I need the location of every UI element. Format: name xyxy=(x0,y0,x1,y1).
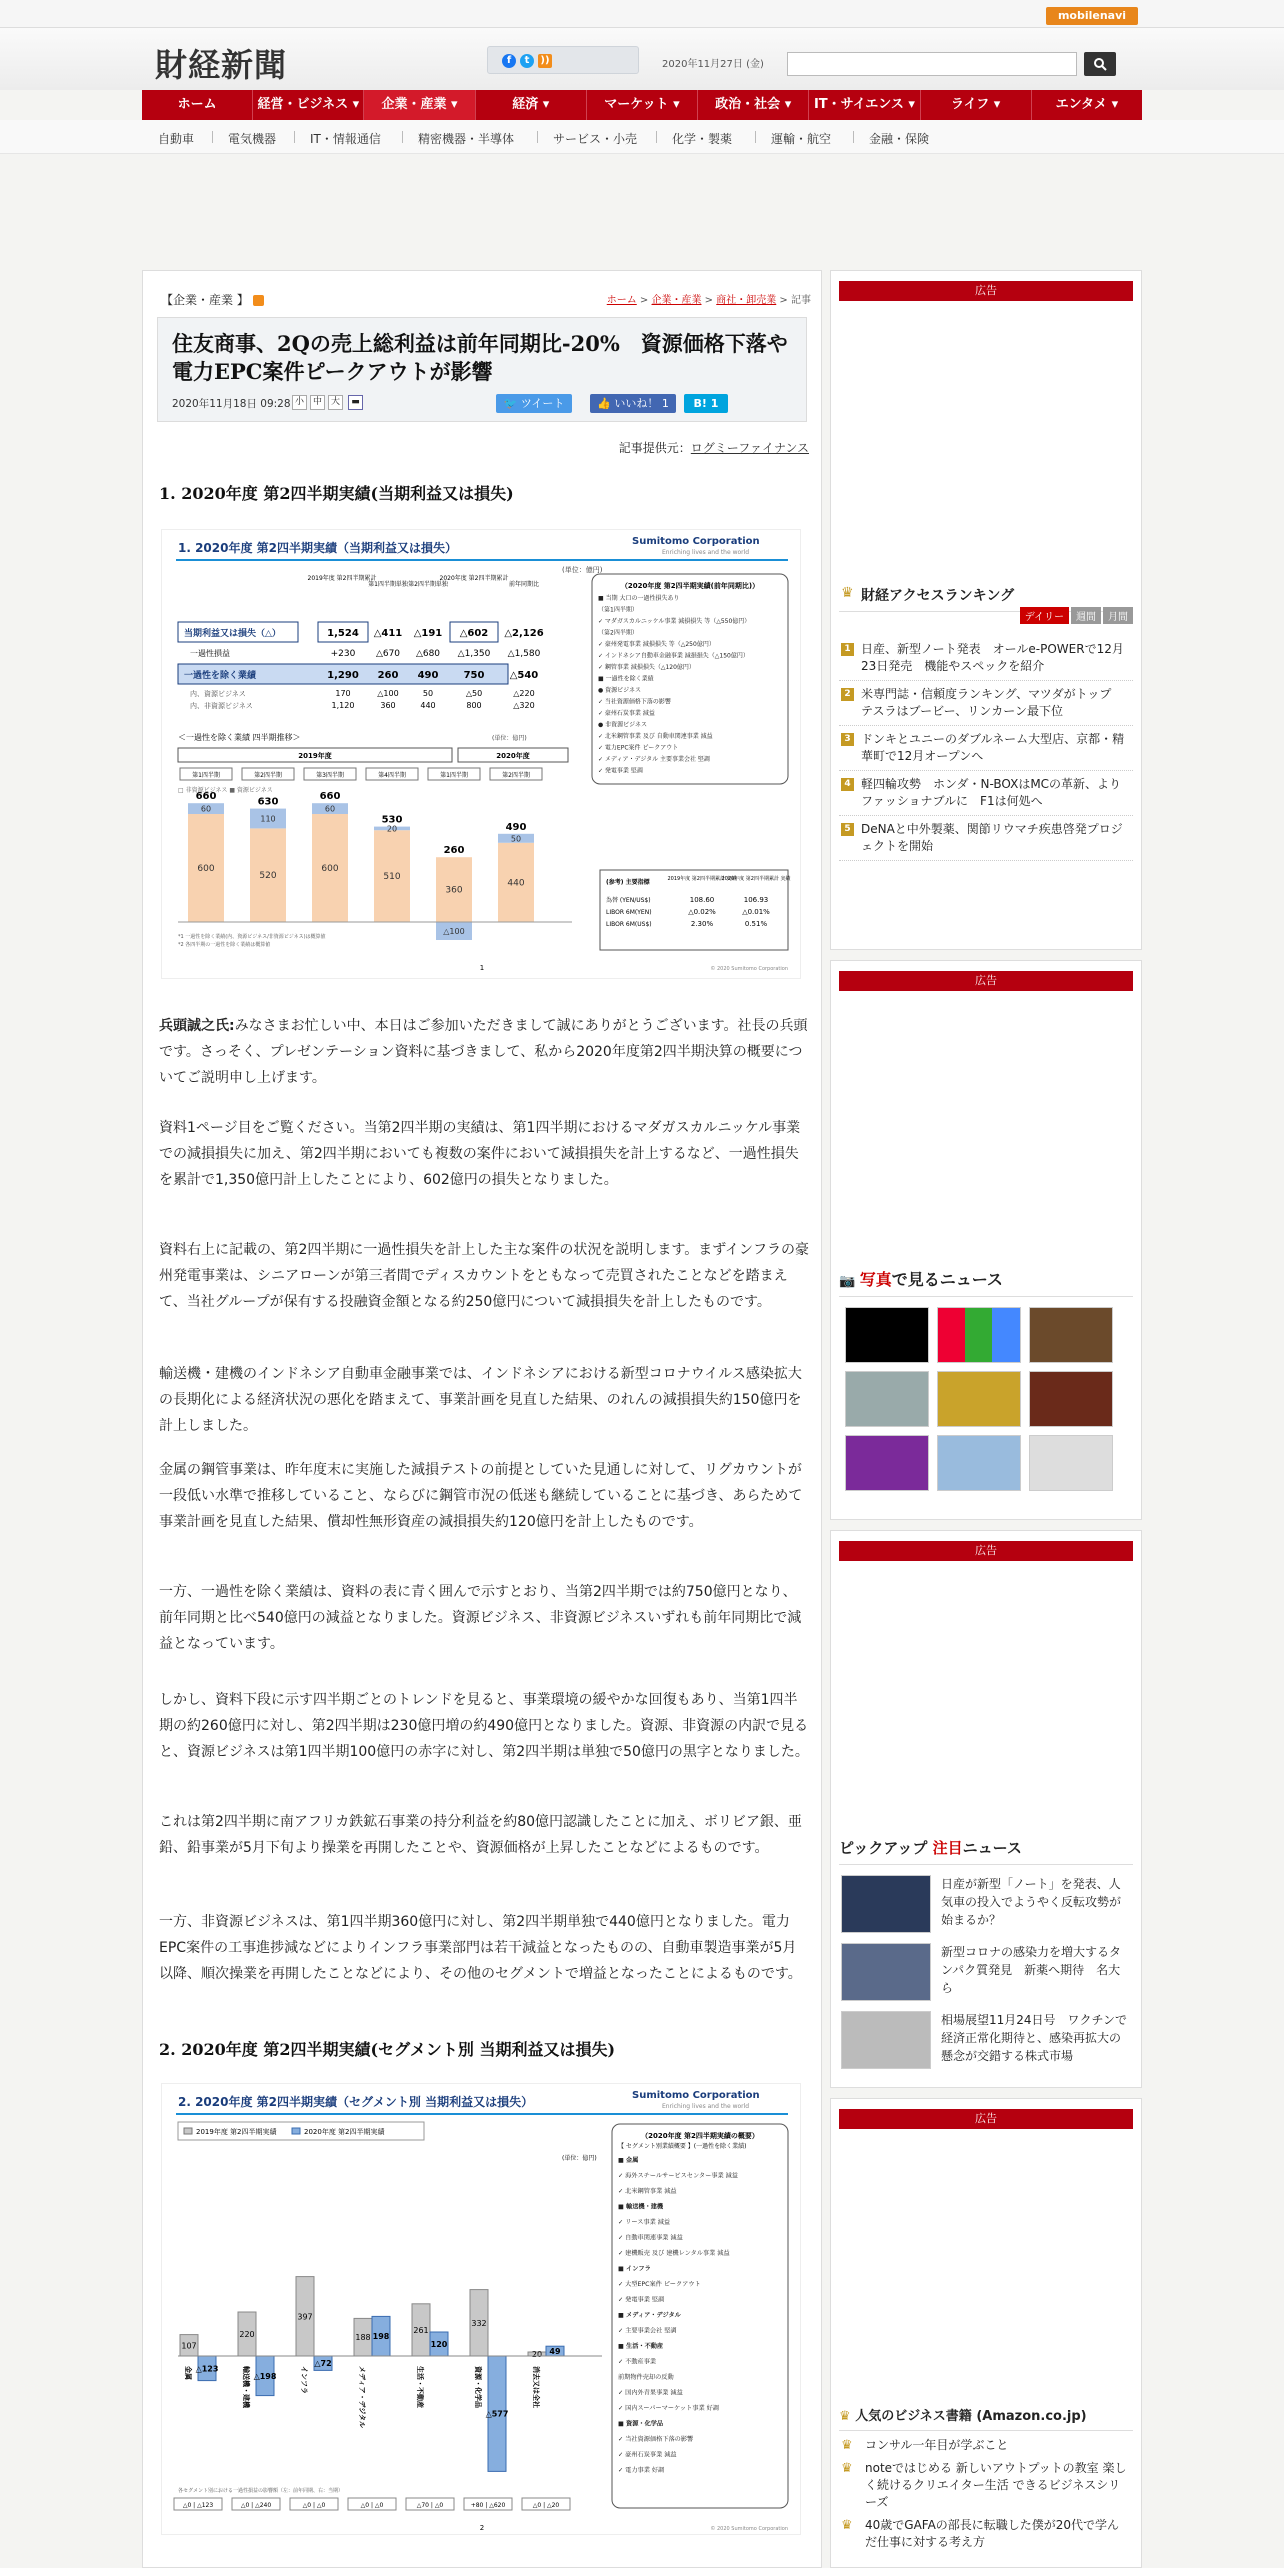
font-size-small-button[interactable]: 小 xyxy=(292,395,307,410)
hatena-bookmark-button[interactable]: B! 1 xyxy=(684,394,728,413)
slide2-category-label: 資源・化学品 xyxy=(474,2366,482,2408)
slide1-copyright: © 2020 Sumitomo Corporation xyxy=(710,966,788,972)
slide2-one-off-value: △0 | △123 xyxy=(182,2502,214,2509)
slide1-note-line: ✓ インドネシア自動車金融事業 減損損失（△150億円） xyxy=(598,652,749,660)
slide2-one-off-value: +80 | △620 xyxy=(470,2502,506,2509)
slide1-row3-label: 内、資源ビジネス xyxy=(190,690,246,698)
paragraph-7: しかし、資料下段に示す四半期ごとのトレンドを見ると、事業環境の緩やかな回復もあり、当第1四半期の約260億円に対し、第2四半期は230億円増の約490億円となりました。資源、非資源の内訳で見ると、資源ビジネスは第1四半期100億円の赤字に対し、第2四半期は単独で50億円の黒字となりました。 xyxy=(159,1692,809,1760)
article-header xyxy=(157,317,807,422)
slide1-fy2019: 2019年度 xyxy=(298,752,332,760)
slide2-bar-label: 261 xyxy=(413,2325,429,2335)
article-title: 住友商事、2Qの売上総利益は前年同期比-20% 資源価格下落や電力EPC案件ピークアウトが影響 xyxy=(172,331,788,384)
book-item[interactable]: ♛ コンサル一年目が学ぶこと xyxy=(841,2438,1009,2453)
slide1-note-line: ✓ 豪州発電事業 減損損失 等（△250億円） xyxy=(598,641,715,648)
slide2-note-line: ✓ 自動車関連事業 減益 xyxy=(618,2234,683,2242)
slide1-brand-sub: Enriching lives and the world xyxy=(662,549,750,556)
slide1-row2-label: 一過性を除く業績 xyxy=(184,671,257,681)
slide2-legend-0: 2019年度 第2四半期実績 xyxy=(196,2128,277,2136)
photo-thumb[interactable] xyxy=(937,1371,1021,1427)
camera-icon: 📷 xyxy=(839,1274,860,1289)
ranking-title: ♛ 財経アクセスランキング xyxy=(839,579,1133,612)
like-icon: 👍 xyxy=(597,397,615,410)
slide2-note-line: 前期物件売却の反動 xyxy=(618,2374,674,2381)
slide1-bar-label: 510 xyxy=(383,872,401,883)
slide1-bar-label: 600 xyxy=(197,864,215,874)
slide2-bar-label: 198 xyxy=(372,2332,390,2342)
slide1-note-line: ✓ 当社資源価格下落の影響 xyxy=(598,698,671,706)
article-category: 【企業・産業 】 xyxy=(161,291,264,308)
pickup-item[interactable]: 日産が新型「ノート」を発表、人気車の投入でようやく反転攻勢が始まるか？ xyxy=(841,1875,1131,1933)
slide1-row1-v2: △680 xyxy=(415,649,441,659)
slide2-bar-label: 188 xyxy=(355,2333,371,2343)
print-icon[interactable]: ▬ xyxy=(348,395,363,410)
facebook-like-button[interactable]: 👍 いいね！ 1 xyxy=(590,394,676,413)
slide2-page: 2 xyxy=(479,2524,485,2532)
slide1-note-line: ✓ 発電事業 堅調 xyxy=(598,767,643,775)
slide2-note-line: ✓ 電力事業 好調 xyxy=(618,2467,665,2474)
slide1-bar-label: 60 xyxy=(324,804,336,814)
sidebar-block-2 xyxy=(830,960,1142,1520)
twitter-icon: 🐦 xyxy=(503,397,521,410)
slide2-one-off-row xyxy=(174,2498,570,2510)
tab-daily[interactable]: デイリー xyxy=(1020,607,1069,624)
slide1-note-line: ✓ 豪州石炭事業 減益 xyxy=(598,710,655,717)
slide1-note-line: （第1四半期） xyxy=(598,606,638,614)
slide1-ref-value: 2.30% xyxy=(690,920,714,928)
subnav-item[interactable]: 化学・製薬 xyxy=(672,132,733,146)
ad-label: 広告 xyxy=(839,971,1133,991)
slide2-note-line: ■ 輸送機・建機 xyxy=(618,2203,664,2211)
ad-slot xyxy=(831,301,1141,571)
slide2-note-line: ✓ 北米鋼管事業 減益 xyxy=(618,2188,677,2195)
photo-thumb[interactable] xyxy=(845,1307,929,1363)
slide1-row1-v0: +230 xyxy=(330,649,356,659)
slide2-segment-chart xyxy=(178,2277,602,2472)
photo-grid xyxy=(845,1307,1127,1491)
slide2-brand-sub: Enriching lives and the world xyxy=(662,2103,750,2110)
slide1-ref-label: 為替 (YEN/US$) xyxy=(606,897,651,904)
slide2-one-off-value: △0 | △0 xyxy=(360,2502,384,2509)
ad-slot xyxy=(831,991,1141,1261)
paragraph-2: 資料1ページ目をご覧ください。当第2四半期の実績は、第1四半期におけるマダガスカルニッケル事業での減損損失に加え、第2四半期においても複数の案件において減損損失を計上するなど、一過性損失を累計で1,350億円計上したことにより、602億円の損失となりました。 xyxy=(159,1120,801,1188)
gnav-market[interactable]: マーケット ▾ xyxy=(587,90,698,120)
slide2-bar-label: △198 xyxy=(253,2371,277,2381)
slide2-note-line: ✓ 海外スチールサービスセンター事業 減益 xyxy=(618,2172,738,2180)
slide1-row1-v4: △1,580 xyxy=(507,649,541,659)
social-bar xyxy=(487,46,639,74)
photo-thumb[interactable] xyxy=(845,1435,929,1491)
slide2-note-line: ✓ 国内スーパーマーケット事業 好調 xyxy=(618,2405,719,2412)
gnav-economy[interactable]: 経済 ▾ xyxy=(476,90,587,120)
slide1-trend-title: ＜一過性を除く業績 四半期推移＞ xyxy=(178,733,301,742)
gnav-home[interactable]: ホーム xyxy=(142,90,253,120)
slide1-bar-label: 520 xyxy=(259,871,277,882)
slide1-row3-v4: △220 xyxy=(513,689,535,698)
slide1-bar-label: △100 xyxy=(443,927,465,936)
slide1-bar-label: 110 xyxy=(260,814,276,824)
tweet-button[interactable]: 🐦 ツイート xyxy=(496,394,572,413)
slide1-ref-title: (参考) 主要指標 xyxy=(606,879,650,886)
slide1-note-line: ■ 当期 大口の一過性損失あり xyxy=(598,595,680,602)
slide1-bar-label: 20 xyxy=(386,824,398,834)
slide2-copyright: © 2020 Sumitomo Corporation xyxy=(710,2526,788,2532)
slide1-bar-label: 360 xyxy=(445,885,463,896)
facebook-icon[interactable]: f xyxy=(502,54,516,68)
gnav-business[interactable]: 経営・ビジネス ▾ xyxy=(253,90,364,120)
slide1-ref-label: LIBOR 6M(US$) xyxy=(606,921,652,928)
slide1-ref-value: 0.51% xyxy=(744,920,768,928)
slide1-note-line: ✓ メディア・デジタル 主要事業会社 堅調 xyxy=(598,756,710,763)
ad-label: 広告 xyxy=(839,1541,1133,1561)
slide1-row3-v2: 50 xyxy=(422,689,434,698)
slide1-row4-label: 内、非資源ビジネス xyxy=(190,702,253,710)
slide1-bar-total: 490 xyxy=(505,821,527,833)
slide2-note-line: ■ 金属 xyxy=(618,2157,639,2164)
access-ranking xyxy=(839,579,1133,861)
rss-icon[interactable] xyxy=(253,295,264,306)
section-heading-2: 2. 2020年度 第2四半期実績(セグメント別 当期利益又は損失) xyxy=(159,2040,616,2059)
slide1-row3-v0: 170 xyxy=(335,689,351,698)
site-header xyxy=(0,28,1284,90)
slide1-row3-v3: △50 xyxy=(465,689,483,698)
paragraph-9: 一方、非資源ビジネスは、第1四半期360億円に対し、第2四半期単独で440億円となりました。電力EPC案件の工事進捗減などによりインフラ事業部門は若干減益となったものの、自動車製造事業が5月以降、順次操業を再開したことなどにより、その他のセグメントで増益となったことによるものです。 xyxy=(159,1914,802,1982)
book-item[interactable]: ♛ noteではじめる 新しいアウトプットの教室 楽しく続けるクリエイター生活 できるビジネスシリーズ xyxy=(841,2461,1127,2509)
slide1-row2-v4: △540 xyxy=(509,670,539,681)
slide1-fy2020: 2020年度 xyxy=(496,752,530,760)
photo-thumb[interactable] xyxy=(1029,1307,1113,1363)
slide1-bar-total: 630 xyxy=(257,796,279,808)
twitter-icon[interactable]: t xyxy=(520,54,534,68)
slide1-row0-v4: △2,126 xyxy=(504,628,544,639)
slide2-brand: Sumitomo Corporation xyxy=(632,2090,760,2101)
ad-label: 広告 xyxy=(839,2109,1133,2129)
slide1-row3-v1: △100 xyxy=(377,689,399,698)
slide1-bar-total: 260 xyxy=(443,845,465,857)
ranking-item[interactable]: 5 DeNAと中外製薬、関節リウマチ疾患啓発プロジェクトを開始 xyxy=(839,816,1133,861)
slide2-note-line: ■ 資源・化学品 xyxy=(618,2420,664,2428)
slide1-row0-label: 当期利益又は損失（△） xyxy=(184,629,281,639)
paragraph-8: これは第2四半期に南アフリカ鉄鉱石事業の持分利益を約80億円認識したことに加え、ボリビア銀、亜鉛、鉛事業が5月下旬より操業を再開したことや、資源価格が上昇したことなどによるものです。 xyxy=(159,1814,802,1856)
slide2-unit: (単位：億円) xyxy=(562,2155,597,2162)
slide1-quarter-label: 第1四半期 xyxy=(192,772,220,779)
slide1-bar-label: 60 xyxy=(200,804,212,814)
slide1-note-line: ■ 一過性を除く業績 xyxy=(598,675,654,683)
slide1-footnote-0: *1 一過性を除く業績(内、資源ビジネス/非資源ビジネス)は概算値 xyxy=(178,934,326,940)
slide2-note-line: ✓ 大型EPC案件 ピークアウト xyxy=(618,2281,701,2288)
gnav-entame[interactable]: エンタメ ▾ xyxy=(1055,97,1119,112)
slide1-bar-label: 440 xyxy=(507,878,525,889)
slide1-quarter-label: 第2四半期 xyxy=(254,772,282,779)
font-size-large-button[interactable]: 大 xyxy=(328,395,343,410)
tab-weekly[interactable]: 週間 xyxy=(1071,607,1101,624)
slide2-note-line: ✓ 豪州石炭事業 減益 xyxy=(618,2451,677,2459)
slide2-note-sub: 【 セグメント別業績概要 】(一過性を除く業績) xyxy=(618,2143,747,2150)
slide1-note-line: ✓ マダガスカルニッケル事業 減損損失 等（△550億円） xyxy=(598,618,751,625)
slide2-category-label: 金属 xyxy=(184,2366,192,2380)
global-nav xyxy=(142,90,1142,120)
crown-icon: ♛ xyxy=(841,2518,853,2533)
slide1-row2-v1: 260 xyxy=(377,670,399,681)
photo-thumb[interactable] xyxy=(1029,1435,1113,1491)
slide2-category-label: メディア・デジタル xyxy=(358,2366,366,2429)
slide1-colh-4: 前年同期比 xyxy=(508,581,540,588)
slide1-ref-value: 106.93 xyxy=(743,896,769,904)
slide1-quarter-label: 第1四半期 xyxy=(440,772,468,779)
slide2-bar-label: 49 xyxy=(549,2347,561,2357)
slide1-bar-label: 600 xyxy=(321,864,339,874)
top-bar xyxy=(0,0,1284,28)
font-size-medium-button[interactable]: 中 xyxy=(310,395,325,410)
pickup-thumb xyxy=(841,1875,931,1933)
slide2-category-label: 消去又は全社 xyxy=(532,2366,540,2408)
slide1-note-line: ✓ 北米鋼管事業 及び 自動車関連事業 減益 xyxy=(598,733,713,740)
paragraph-3: 資料右上に記載の、第2四半期に一過性損失を計上した主な案件の状況を説明します。まずインフラの豪州発電事業は、シニアローンが第三者間でディスカウントをともなって売買されたことなどを踏まえて、当社グループが保有する投融資金額となる約250億円について減損損失を計上したものです。 xyxy=(159,1242,809,1310)
slide2-bar-label: △577 xyxy=(485,2409,509,2419)
photo-thumb[interactable] xyxy=(937,1307,1021,1363)
slide2-note-line: ✓ リース事業 減益 xyxy=(618,2219,671,2226)
photo-thumb[interactable] xyxy=(1029,1371,1113,1427)
slide1-trend-unit: (単位：億円) xyxy=(492,735,527,742)
pickup-title: ピックアップ 注目ニュース xyxy=(839,1831,1133,1865)
gnav-life[interactable]: ライフ ▾ xyxy=(921,90,1032,120)
slide1-page: 1 xyxy=(479,964,485,972)
paragraph-6: 一方、一過性を除く業績は、資料の表に青く囲んで示すとおり、当第2四半期では約750億円となり、前年同期と比べ540億円の減益となりました。資源ビジネス、非資源ビジネスいずれも前年同期比で減益となっています。 xyxy=(159,1584,802,1652)
breadcrumb-industry[interactable]: 企業・産業 xyxy=(651,295,702,306)
slide2-footer-note: 各セグメント別における一過性損益の影響額（左：前年同期、右：当期） xyxy=(178,2488,343,2494)
sidebar-block-4 xyxy=(830,2098,1142,2568)
slide2-bar-label: 120 xyxy=(430,2340,448,2349)
slide1-bar-label: 50 xyxy=(510,834,522,844)
slide2-category-label: 輸送機・建機 xyxy=(242,2366,250,2408)
section-heading-1: 1. 2020年度 第2四半期実績(当期利益又は損失) xyxy=(159,484,514,503)
sidebar-block-3 xyxy=(830,1530,1142,2088)
ranking-item[interactable]: 2 米専門誌・信頼度ランキング、マツダがトップ テスラはブービー、リンカーン最下位 xyxy=(839,681,1133,726)
crown-icon: ♛ xyxy=(839,2409,856,2424)
slide2-note-line: ■ インフラ xyxy=(618,2265,651,2273)
slide1-row0-v3: △602 xyxy=(459,628,489,639)
slide1-brand: Sumitomo Corporation xyxy=(632,536,760,547)
slide1-row2-v3: 750 xyxy=(463,670,485,681)
slide1-ref-col0: 2019年度 第2四半期累計 実績 xyxy=(667,876,737,882)
slide1-row0-v2: △191 xyxy=(413,628,443,639)
subnav-item[interactable]: 精密機器・半導体 xyxy=(418,132,515,146)
slide1-legend-nonres: 非資源ビジネス xyxy=(185,787,228,794)
subnav-item[interactable]: 自動車 xyxy=(158,132,195,146)
slide1-ref-col1: 2020年度 第2四半期累計 実績 xyxy=(721,876,791,882)
slide1-ref-label: LIBOR 6M(YEN) xyxy=(606,909,652,916)
slide1-bar-total: 660 xyxy=(319,791,341,803)
breadcrumb-current: 記事 xyxy=(791,295,811,306)
slide2-note-line: ■ 生活・不動産 xyxy=(618,2343,664,2350)
slide1-ref-value: △0.02% xyxy=(688,908,716,916)
search-input[interactable] xyxy=(787,52,1077,76)
slide2-one-off-value: △0 | △20 xyxy=(532,2502,560,2509)
slide1-note-line: （第2四半期） xyxy=(598,629,638,637)
books-title: ♛ 人気のビジネス書籍 (Amazon.co.jp) xyxy=(839,2399,1133,2431)
ranking-item[interactable]: 4 軽四輪攻勢 ホンダ・N-BOXはMCの革新、よりファッショナブルに F1は何処へ xyxy=(839,771,1133,816)
photo-news-title: 📷 写真で見るニュース xyxy=(839,1261,1133,1297)
slide2-category-label: 生活・不動産 xyxy=(416,2366,424,2408)
slide1-row4-v1: 360 xyxy=(380,701,396,710)
slide2-legend-1: 2020年度 第2四半期実績 xyxy=(304,2128,385,2136)
breadcrumb: ホーム > 企業・産業 > 商社・卸売業 > 記事 xyxy=(606,295,811,306)
slide1-row4-v4: △320 xyxy=(513,701,535,710)
slide1-note-title: （2020年度 第2四半期実績(前年同期比)） xyxy=(620,582,760,590)
slide1-legend-res: 資源ビジネス xyxy=(236,787,273,794)
crown-icon: ♛ xyxy=(841,585,854,601)
photo-thumb[interactable] xyxy=(937,1435,1021,1491)
subnav-item[interactable]: IT・情報通信 xyxy=(310,132,381,146)
header-date: 2020年11月27日 (金) xyxy=(662,59,764,70)
paragraph-4: 輸送機・建機のインドネシア自動車金融事業では、インドネシアにおける新型コロナウイルス感染拡大の長期化による経済状況の悪化を踏まえて、事業計画を見直した結果、のれんの減損損失約150億円を計上しました。 xyxy=(159,1366,802,1434)
article-column xyxy=(142,270,822,2568)
slide2-bar-label: △123 xyxy=(195,2364,219,2374)
slide1-bar-total: 660 xyxy=(195,791,217,803)
sub-nav xyxy=(0,120,1284,154)
book-item[interactable]: ♛ 40歳でGAFAの部長に転職した僕が20代で学んだ仕事に対する考え方 xyxy=(841,2518,1120,2549)
ranking-tabs xyxy=(1018,607,1133,624)
slide1-row2-v0: 1,290 xyxy=(327,670,359,681)
tab-monthly[interactable]: 月間 xyxy=(1103,607,1133,624)
gnav-it-science[interactable]: IT・サイエンス ▾ xyxy=(809,90,920,120)
crown-icon: ♛ xyxy=(841,2461,853,2476)
slide1-colh-3: 2020年度 第2四半期累計 xyxy=(439,575,509,582)
subnav-item[interactable]: 運輸・航空 xyxy=(771,132,832,146)
slide2-note-line: ✓ 不動産事業 xyxy=(618,2358,657,2366)
slide1-colh-2: 第2四半期単独 xyxy=(408,581,448,588)
ad-slot xyxy=(831,1561,1141,1831)
slide2-note-line: ✓ 建機販売 及び 建機レンタル事業 減益 xyxy=(618,2250,730,2257)
article-source: 記事提供元：ログミーファイナンス xyxy=(618,441,809,455)
slide1-row4-v2: 440 xyxy=(420,701,436,710)
pickup-thumb xyxy=(841,1943,931,2001)
sidebar-block-1 xyxy=(830,270,1142,950)
slide2-note-line: ✓ 発電事業 堅調 xyxy=(618,2296,665,2304)
pickup-item[interactable]: 新型コロナの感染力を増大するタンパク質発見 新薬へ期待 名大ら xyxy=(841,1943,1131,2001)
slide1-row2-v2: 490 xyxy=(417,670,439,681)
slide2-one-off-value: △0 | △0 xyxy=(302,2502,326,2509)
slide1-ref-value: △0.01% xyxy=(742,908,770,916)
paragraph-5: 金属の鋼管事業は、昨年度末に実施した減損テストの前提としていた見通しに対して、リグカウントが一段低い水準で推移していること、ならびに鋼管市況の低迷も継続していることに基づき、あらためて事業計画を見直した結果、償却性無形資産の減損損失約120億円を計上したものです。 xyxy=(159,1462,803,1530)
slide2-one-off-value: △0 | △240 xyxy=(240,2502,272,2509)
gnav-politics[interactable]: 政治・社会 ▾ xyxy=(698,90,809,120)
photo-thumb[interactable] xyxy=(845,1371,929,1427)
slide1-row0-v0: 1,524 xyxy=(327,628,359,639)
svg-text:□ 非資源ビジネス ■ 資源ビジネス: □ 非資源ビジネス ■ 資源ビジネス xyxy=(178,787,273,794)
mobilenavi-link[interactable]: mobilenavi xyxy=(1046,7,1138,25)
rss-icon[interactable]: )) xyxy=(538,54,552,68)
slide1-note-line: ● 資源ビジネス xyxy=(598,687,641,694)
slide1-row1-v1: △670 xyxy=(375,649,401,659)
slide2-bar-label: 107 xyxy=(181,2341,197,2351)
slide-1 xyxy=(162,530,802,980)
slide1-quarter-label: 第3四半期 xyxy=(316,772,344,779)
subnav-item[interactable]: 電気機器 xyxy=(228,132,277,146)
slide2-category-label: インフラ xyxy=(300,2366,308,2394)
ranking-item[interactable]: 1 日産、新型ノート発表 オールe-POWERで12月23日発売 機能やスペックを紹介 xyxy=(839,636,1133,681)
slide2-bar-label: 397 xyxy=(297,2312,313,2322)
slide1-footnote-1: *2 各四半期の一過性を除く業績は概算値 xyxy=(178,942,271,948)
slide1-ref-value: 108.60 xyxy=(689,896,715,904)
slide1-row4-v3: 800 xyxy=(466,701,482,710)
pickup-thumb xyxy=(841,2011,931,2069)
slide1-unit: (単位：億円) xyxy=(562,566,603,574)
paragraph-1: 兵頭誠之氏:みなさまお忙しい中、本日はご参加いただきまして誠にありがとうございます。社長の兵頭です。さっそく、プレゼンテーション資料に基づきまして、私から2020年度第2四半期決算の概要についてご説明申し上げます。 xyxy=(159,1018,808,1086)
ad-label: 広告 xyxy=(839,281,1133,301)
ranking-item[interactable]: 3 ドンキとユニーのダブルネーム大型店、京都・精華町で12月オープンへ xyxy=(839,726,1133,771)
slide-2-image xyxy=(161,2083,801,2535)
slide2-bar-label: 332 xyxy=(471,2318,487,2328)
slide-1-image xyxy=(161,529,801,979)
slide1-quarter-label: 第4四半期 xyxy=(378,772,406,779)
slide2-title: 2. 2020年度 第2四半期実績（セグメント別 当期利益又は損失） xyxy=(178,2095,534,2109)
slide1-colh-0: 2019年度 第2四半期累計 xyxy=(307,575,377,582)
crown-icon: ♛ xyxy=(841,2438,853,2453)
breadcrumb-trading[interactable]: 商社・卸売業 xyxy=(716,295,777,306)
slide1-note-line: ● 非資源ビジネス xyxy=(598,721,647,729)
search-button[interactable] xyxy=(1084,52,1116,76)
article-date: 2020年11月18日 09:28 xyxy=(172,398,291,410)
slide1-colh-1: 第1四半期単独 xyxy=(368,581,408,588)
slide2-one-off-value: △70 | △0 xyxy=(416,2502,444,2509)
slide-2 xyxy=(162,2084,802,2536)
slide2-note-line: ✓ 国内外青果事業 減益 xyxy=(618,2389,683,2397)
slide1-title: 1. 2020年度 第2四半期実績（当期利益又は損失） xyxy=(178,541,458,555)
slide2-note-line: ■ メディア・デジタル xyxy=(618,2312,681,2319)
slide1-quarter-label: 第2四半期 xyxy=(502,772,530,779)
slide1-note-line: ✓ 電力EPC案件 ピークアウト xyxy=(598,744,679,752)
slide1-trend-chart xyxy=(178,791,572,940)
slide2-note-title: （2020年度 第2四半期実績の概要） xyxy=(641,2132,759,2140)
slide2-bar-label: △72 xyxy=(314,2359,332,2369)
subnav-item[interactable]: サービス・小売 xyxy=(553,132,638,146)
slide2-bar-label: 20 xyxy=(531,2350,543,2359)
slide2-bar-label: 220 xyxy=(239,2330,255,2339)
slide1-row1-v3: △1,350 xyxy=(457,649,491,659)
ad-slot xyxy=(831,2129,1141,2399)
site-logo[interactable]: 財経新聞 xyxy=(155,46,288,84)
slide1-bar-total: 530 xyxy=(381,814,403,826)
slide1-row0-v1: △411 xyxy=(373,628,403,639)
search-icon xyxy=(1093,57,1107,71)
slide1-row4-v0: 1,120 xyxy=(331,701,355,710)
slide2-note-line: ✓ 当社資源価格下落の影響 xyxy=(618,2436,694,2443)
slide1-quarter-labels xyxy=(180,768,542,780)
slide1-note-line: ✓ 鋼管事業 減損損失（△120億円） xyxy=(598,664,695,671)
gnav-industry[interactable]: 企業・産業 ▾ xyxy=(364,90,475,120)
pickup-item[interactable]: 相場展望11月24日号 ワクチンで経済正常化期待と、感染再拡大の懸念が交錯する株式市場 xyxy=(841,2011,1131,2069)
breadcrumb-home[interactable]: ホーム xyxy=(606,295,637,306)
slide1-row1-label: 一過性損益 xyxy=(190,649,230,658)
slide2-note-line: ✓ 主要事業会社 堅調 xyxy=(618,2327,677,2335)
subnav-item[interactable]: 金融・保険 xyxy=(869,132,930,146)
source-link[interactable]: ログミーファイナンス xyxy=(690,441,809,455)
